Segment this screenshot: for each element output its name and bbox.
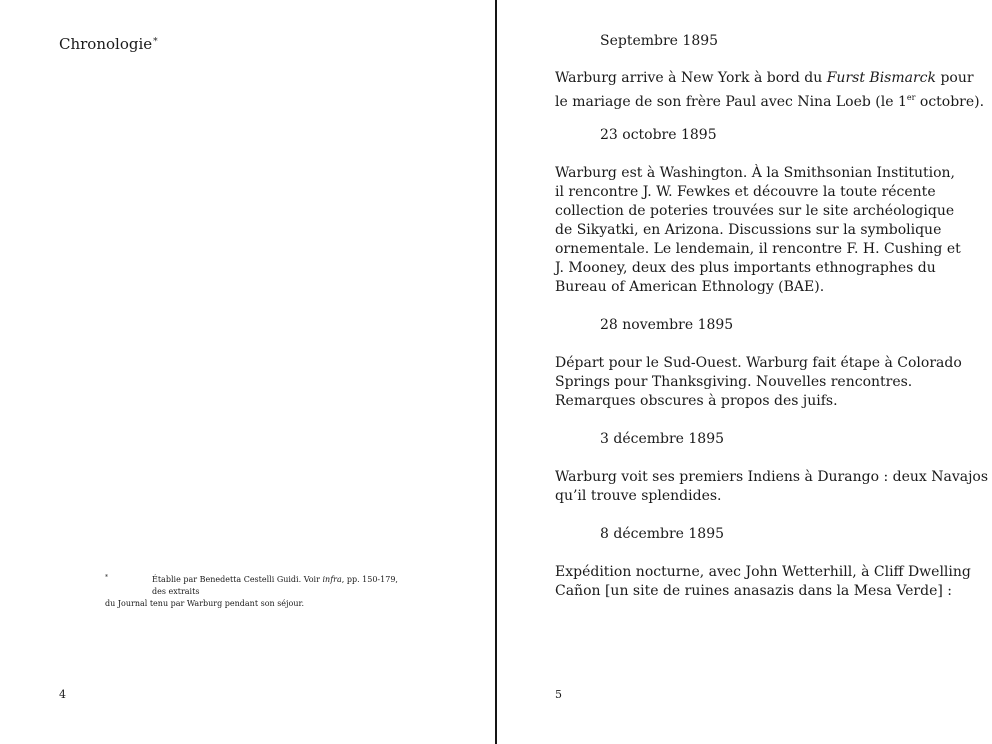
book-gutter	[495, 0, 497, 744]
footnote-marker: *	[105, 574, 108, 581]
entry-line: Départ pour le Sud-Ouest. Warburg fait étape à Colorado	[555, 355, 962, 371]
chapter-title	[59, 32, 158, 54]
entry-line: Bureau of American Ethnology (BAE).	[555, 279, 825, 295]
entry-line: collection de poteries trouvées sur le site archéologique	[555, 203, 955, 219]
entry-line: de Sikyatki, en Arizona. Discussions sur la symbolique	[555, 222, 942, 238]
right-page	[498, 0, 992, 744]
footnote	[105, 574, 405, 610]
entry-line: Expédition nocturne, avec John Wetterhill, à Cliff Dwelling	[555, 564, 971, 580]
entry-text	[555, 354, 975, 411]
footnote-line-1-start: Établie par Benedetta Cestelli Guidi. Voir	[152, 575, 320, 584]
entry-line: il rencontre J. W. Fewkes et découvre la toute récente	[555, 184, 936, 200]
entry-line: le mariage de son frère Paul avec Nina Loeb (le 1er octobre).	[555, 93, 985, 110]
footnote-line-1-end: , pp. 150-179, des extraits	[152, 575, 398, 596]
title-footnote-marker: *	[153, 37, 158, 47]
entry-text	[555, 468, 989, 506]
entry-text	[555, 563, 975, 601]
entry-line: Cañon [un site de ruines anasazis dans la Mesa Verde] :	[555, 583, 953, 599]
entry-text	[555, 69, 985, 112]
entry-text	[555, 164, 975, 297]
entry-date: 28 novembre 1895	[600, 317, 734, 333]
footnote-line-1	[105, 574, 405, 598]
footnote-infra: infra	[322, 575, 342, 584]
entry-date: 23 octobre 1895	[600, 127, 717, 143]
entry-line: Warburg arrive à New York à bord du Furst Bismarck pour	[555, 70, 974, 86]
entry-date: Septembre 1895	[600, 33, 719, 49]
entry-line: qu’il trouve splendides.	[555, 488, 722, 504]
page-number-left: 4	[59, 688, 66, 701]
entry-line: J. Mooney, deux des plus importants ethnographes du	[555, 260, 936, 276]
page-number-right: 5	[555, 688, 562, 701]
chapter-title-text: Chronologie	[59, 35, 153, 53]
entry-line: Springs pour Thanksgiving. Nouvelles rencontres.	[555, 374, 913, 390]
footnote-line-2: du Journal tenu par Warburg pendant son séjour.	[105, 599, 304, 608]
entry-date: 3 décembre 1895	[600, 431, 725, 447]
entry-line: Warburg voit ses premiers Indiens à Durango : deux Navajos	[555, 469, 989, 485]
entry-date: 8 décembre 1895	[600, 526, 725, 542]
entry-line: Warburg est à Washington. À la Smithsonian Institution,	[555, 165, 956, 181]
entry-line: ornementale. Le lendemain, il rencontre F. H. Cushing et	[555, 241, 961, 257]
entry-line: Remarques obscures à propos des juifs.	[555, 393, 838, 409]
ship-name: Furst Bismarck	[826, 70, 936, 86]
